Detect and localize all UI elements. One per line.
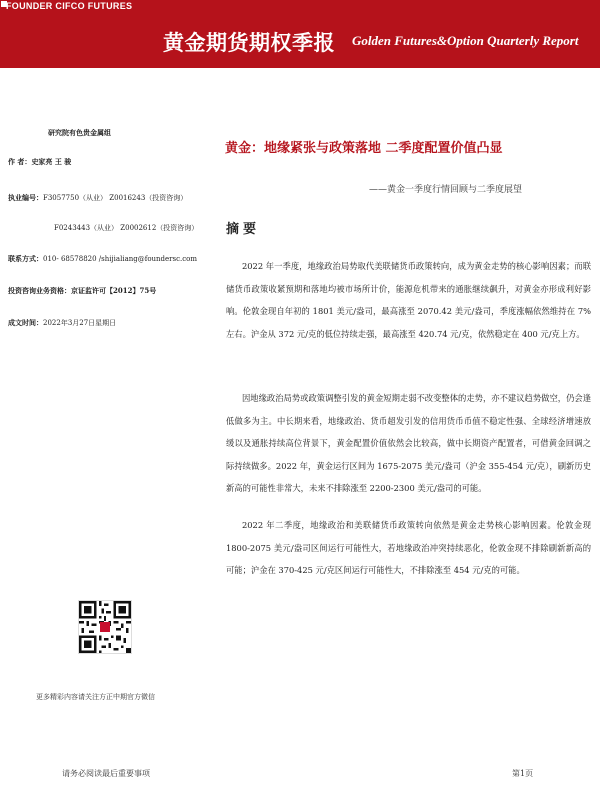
footer-note: 请务必阅读最后重要事项 [62,769,150,778]
authors: 史家亮 王 骏 [31,157,72,166]
abstract-paragraph: 2022 年二季度，地缘政治和美联储货币政策转向依然是黄金走势核心影响因素。伦敦金现 1800-2075 美元/盎司区间运行可能性大，若地缘政治冲突持续恶化，伦敦金现不排除刷新新高的可能；沪金在 370-425 元/克区间运行可能性大，不排除涨至 454 元/克的可能。 [226,520,591,576]
subtitle: ——黄金一季度行情回顾与二季度展望 [369,185,523,195]
report-title-en: Golden Futures&Option Quarterly Report [352,33,579,48]
qualification-label: 投资咨询业务资格： [8,286,71,295]
abstract-paragraph: 因地缘政治局势或政策调整引发的黄金短期走弱不改变整体的走势，亦不建议趋势做空，仍会逢低做多为主。中长期来看，地缘政治、货币超发引发的信用货币币值不稳定性强、全球经济增速放缓以及通胀持续高位背景下，黄金配置价值依然会比较高，做中长期资产配置者，可借黄金回调之际持续做多。2022 年，黄金运行区间为 1675-2075 美元/盎司（沪金 355-454 元/克），刷新历史新高的可能性非常大，未来不排除涨至 2200-2300 美元/盎司的可能。 [226,393,591,494]
header-bar [0,0,600,68]
date: 2022年3月27日星期日 [43,319,117,327]
page-number: 第1页 [512,769,534,778]
qualification: 京证监许可【2012】75号 [71,286,157,295]
department: 研究院有色贵金属组 [48,128,111,137]
license-row-2 [54,223,198,233]
contact-row [8,254,197,264]
brand-name: FOUNDER CIFCO FUTURES [6,1,133,11]
authors-row [8,157,71,167]
main-title: 黄金：地缘紧张与政策落地 二季度配置价值凸显 [225,141,503,156]
contact: 010- 68578820 /shijialiang@foundersc.com [43,255,198,263]
date-row [8,318,116,328]
license-label: 执业编号： [8,193,43,202]
qr-code-icon [78,600,132,654]
abstract-paragraph: 2022 年一季度，地缘政治局势取代美联储货币政策转向，成为黄金走势的核心影响因素；而联储货币政策收紧预期和落地均被市场所计价，能源危机带来的通胀继续飙升，对黄金亦形成利好影响。伦敦金现自年初的 1801 美元/盎司，最高涨至 2070.42 美元/盎司，季度涨幅依然维持在 7%左右。沪金从 372 元/克的低位持续走强，最高涨至 420.74 元/克，依然稳定在 400 元/克上方。 [226,261,591,339]
qualification-row [8,286,156,296]
license-1: F3057750（从业） Z0016243（投资咨询） [43,194,188,202]
contact-label: 联系方式： [8,254,43,263]
license-2: F0243443（从业） Z0002612（投资咨询） [54,224,199,232]
authors-label: 作 者： [8,157,32,166]
abstract-heading: 摘要 [226,222,261,237]
report-title-zh: 黄金期货期权季报 [163,31,335,55]
date-label: 成文时间： [8,318,43,327]
qr-note: 更多精彩内容请关注方正中期官方微信 [36,693,155,701]
license-row-1 [8,193,187,203]
